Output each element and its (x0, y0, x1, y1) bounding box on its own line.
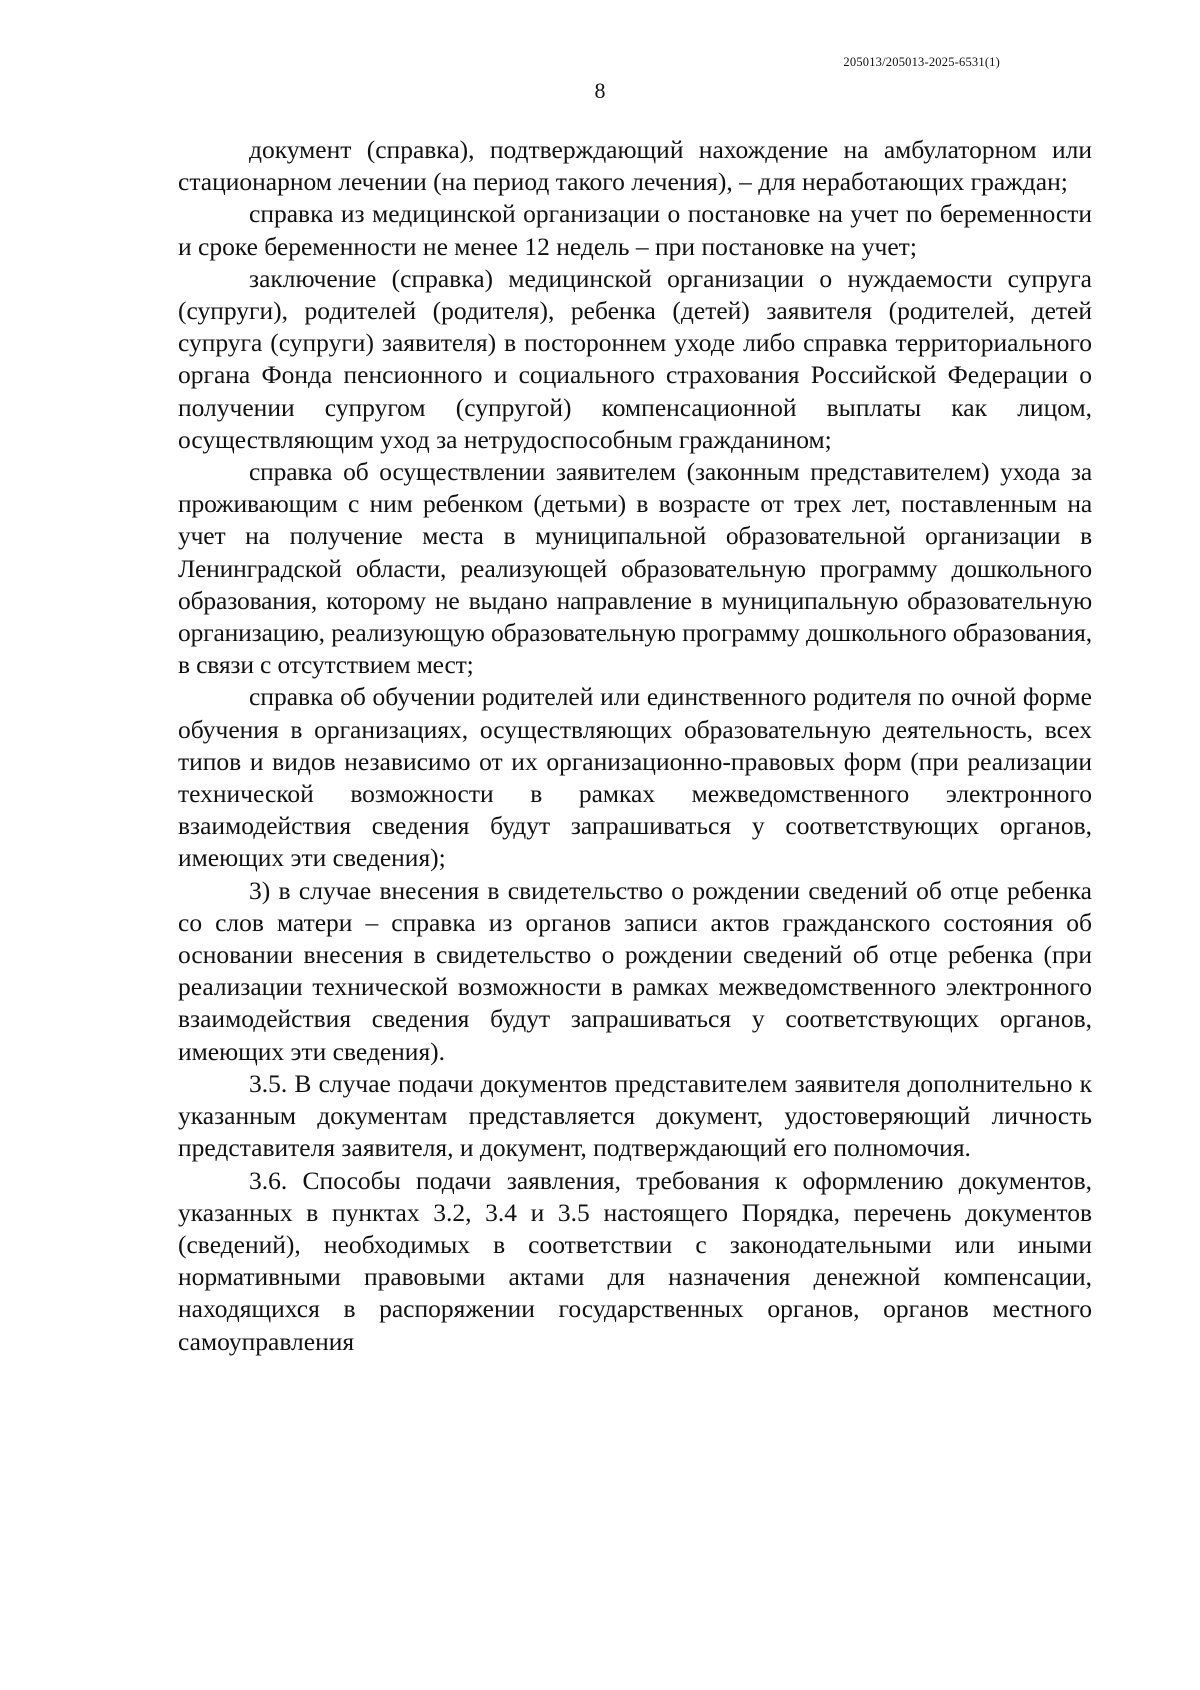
paragraph-section-3-6: 3.6. Способы подачи заявления, требования к оформлению документов, указанных в пунктах 3.2, 3.4 и 3.5 настоящего Порядка, перечень документов (сведений), необходимых в соответствии с законодательными или иными нормативными правовыми актами для назначения денежной компенсации, находящихся в распоряжении государственных органов, органов местного самоуправления (178, 1165, 1092, 1356)
paragraph-section-3-5: 3.5. В случае подачи документов представителем заявителя дополнительно к указанным документам представляется документ, удостоверяющий личность представителя заявителя, и документ, подтверждающий его полномочия. (178, 1068, 1092, 1163)
paragraph-education-certificate: справка об обучении родителей или единственного родителя по очной форме обучения в организациях, осуществляющих образовательную деятельность, всех типов и видов независимо от их организационно-правовых форм (при реализации технической возможности в рамках межведомственного электронного взаимодействия сведения будут запрашиваться у соответствующих органов, имеющих эти сведения); (178, 682, 1092, 873)
paragraph-outpatient-certificate: документ (справка), подтверждающий нахождение на амбулаторном или стационарном лечении (на период такого лечения), – для неработающих граждан; (178, 135, 1092, 197)
document-body (178, 134, 1092, 1358)
page-number: 8 (594, 78, 606, 103)
document-id: 205013/205013-2025-6531(1) (843, 55, 1000, 69)
paragraph-childcare-certificate: справка об осуществлении заявителем (законным представителем) ухода за проживающим с ним ребенком (детьми) в возрасте от трех лет, поставленным на учет на получение места в муниципальной образовательной организации в Ленинградской области, реализующей образовательную программу дошкольного образования, которому не выдано направление в муниципальную образовательную организацию, реализующую образовательную программу дошкольного образования, в связи с отсутствием мест; (178, 457, 1092, 680)
paragraph-pregnancy-certificate: справка из медицинской организации о постановке на учет по беременности и сроке беременности не менее 12 недель – при постановке на учет; (178, 199, 1092, 261)
paragraph-care-need-conclusion: заключение (справка) медицинской организации о нуждаемости супруга (супруги), родителей (родителя), ребенка (детей) заявителя (родителей, детей супруга (супруги) заявителя) в постороннем уходе либо справка территориального органа Фонда пенсионного и социального страхования Российской Федерации о получении супругом (супругой) компенсационной выплаты как лицом, осуществляющим уход за нетрудоспособным гражданином; (178, 263, 1092, 454)
paragraph-birth-certificate-father: 3) в случае внесения в свидетельство о рождении сведений об отце ребенка со слов матери – справка из органов записи актов гражданского состояния об основании внесения в свидетельство о рождении сведений об отце ребенка (при реализации технической возможности в рамках межведомственного электронного взаимодействия сведения будут запрашиваться у соответствующих органов, имеющих эти сведения). (178, 875, 1092, 1066)
